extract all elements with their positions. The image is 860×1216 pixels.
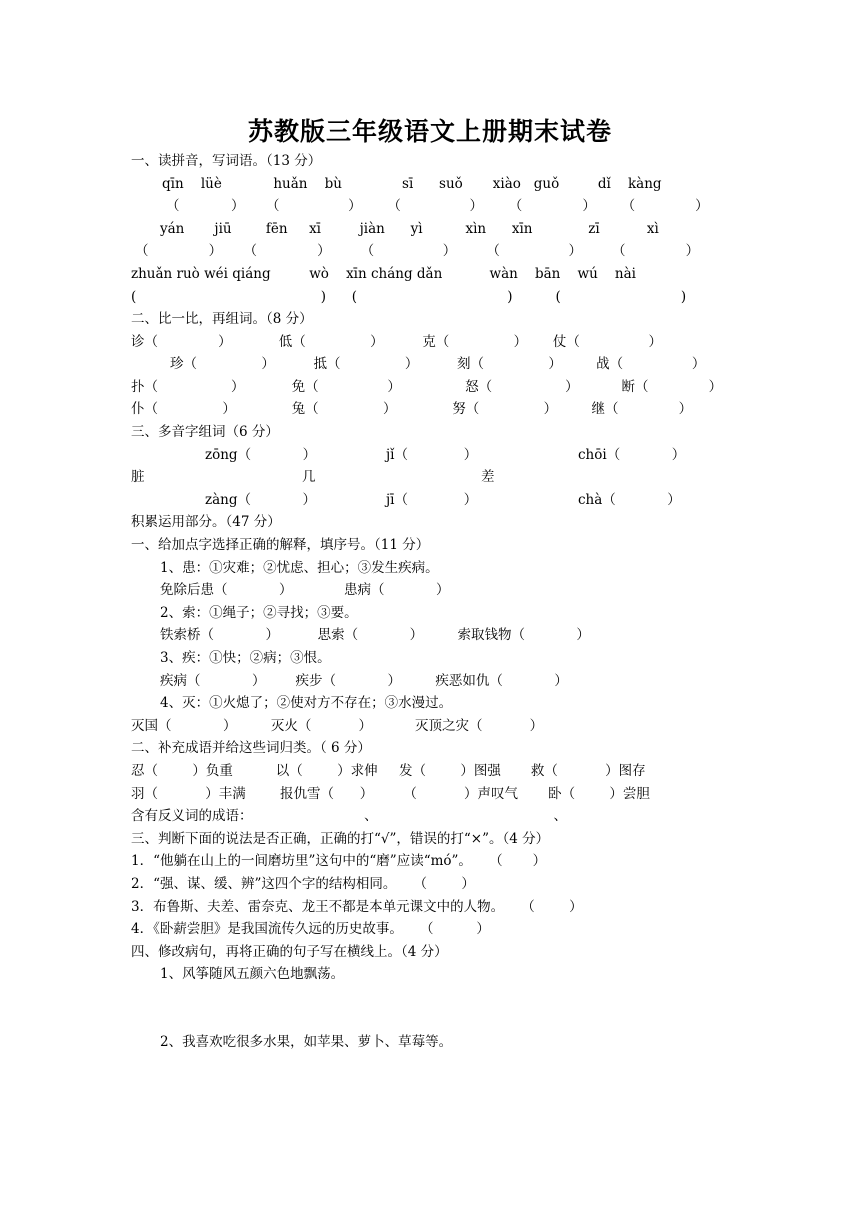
text-line: 一、给加点字选择正确的解释，填序号。（11 分） [131, 537, 430, 553]
text-line: 积累运用部分。（47 分） [131, 514, 281, 530]
text-line: 1、风筝随风五颜六色地飘荡。 [160, 966, 345, 982]
text-line: 1、患：①灾难；②忧虑、担心；③发生疾病。 [160, 560, 439, 576]
text-line: 忍（ ）负重 以（ ）求伸 发（ ）图强 救（ ）图存 [131, 763, 646, 779]
text-line: 扑（ ） 免（ ） 怒（ ） 断（ ） [131, 379, 723, 395]
text-line: 诊（ ） 低（ ） 克（ ） 仗（ ） [131, 334, 663, 350]
text-line: （ ） （ ） （ ） （ ） （ ） [166, 198, 709, 214]
text-line: 铁索桥（ ） 思索（ ） 索取钱物（ ） [160, 627, 590, 643]
text-line: 二、补充成语并给这些词归类。（ 6 分） [131, 740, 371, 756]
text-line: 仆（ ） 兔（ ） 努（ ） 继（ ） [131, 401, 693, 417]
text-line: 珍（ ） 抵（ ） 刻（ ） 战（ ） [170, 356, 706, 372]
text-line: jī（ ） [386, 492, 478, 508]
text-line: 差 [481, 469, 495, 485]
text-line: 脏 [131, 469, 145, 485]
text-line: 2．“强、谋、缓、辨”这四个字的结构相同。 （ ） [131, 876, 475, 892]
text-line: zàng（ ） [205, 492, 316, 508]
text-line: 一、读拼音，写词语。（13 分） [131, 153, 322, 169]
text-line: chōi（ ） [578, 447, 686, 463]
text-line: 免除后患（ ） 患病（ ） [160, 582, 450, 598]
text-line: 三、判断下面的说法是否正确，正确的打“√”，错误的打“×”。（4 分） [131, 831, 550, 847]
text-line: 四、修改病句，再将正确的句子写在横线上。（4 分） [131, 944, 448, 960]
text-line: 3．布鲁斯、夫差、雷奈克、龙王不都是本单元课文中的人物。 （ ） [131, 899, 583, 915]
text-line: jǐ（ ） [386, 447, 478, 463]
text-line: 2、我喜欢吃很多水果，如苹果、萝卜、草莓等。 [160, 1034, 453, 1050]
text-line: 灭国（ ） 灭火（ ） 灭顶之灾（ ） [131, 718, 544, 734]
text-line: 4．《卧薪尝胆》是我国流传久远的历史故事。 （ ） [131, 921, 490, 937]
text-line: yán jiū fēn xī jiàn yì xìn xīn zī xì [160, 221, 659, 237]
text-line: chà（ ） [578, 492, 681, 508]
text-line: ( ) ( ) ( ) [131, 289, 687, 305]
text-line: 1．“他躺在山上的一间磨坊里”这句中的“磨”应读“mó”。 （ ） [131, 853, 547, 869]
text-line: 3、疾：①快；②病；③恨。 [160, 650, 331, 666]
text-line: 含有反义词的成语： 、 、 [131, 808, 568, 824]
text-line: 三、多音字组词（6 分） [131, 424, 279, 440]
text-line: qīn lüè huǎn bù sī suǒ xiào guǒ dǐ kàng [162, 176, 662, 192]
text-line: 4、灭：①火熄了；②使对方不存在；③水漫过。 [160, 695, 453, 711]
text-line: 疾病（ ） 疾步（ ） 疾恶如仇（ ） [160, 673, 568, 689]
text-line: 羽（ ）丰满 报仇雪（ ） （ ）声叹气 卧（ ）尝胆 [131, 786, 650, 802]
text-line: 二、比一比，再组词。（8 分） [131, 311, 313, 327]
text-line: zhuǎn ruò wéi qiáng wò xīn cháng dǎn wàn bān wú nài [131, 266, 636, 282]
text-line: （ ） （ ） （ ） （ ） （ ） [135, 243, 700, 259]
text-line: 2、索：①绳子；②寻找；③要。 [160, 605, 358, 621]
text-line: zōng（ ） [205, 447, 317, 463]
page-title: 苏教版三年级语文上册期末试卷 [247, 117, 612, 146]
text-line: 几 [302, 469, 316, 485]
